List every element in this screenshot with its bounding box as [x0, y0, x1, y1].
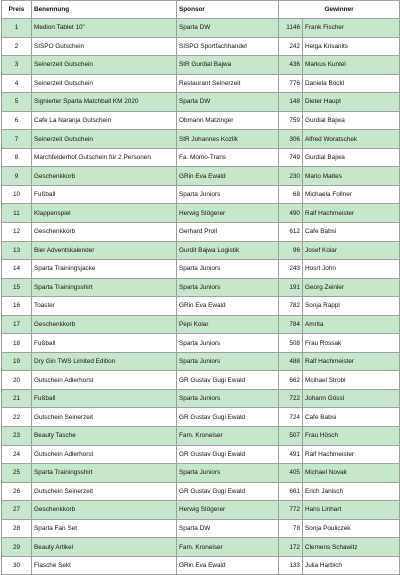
header-benennung: Benennung [32, 1, 177, 19]
table-row [2, 93, 400, 112]
cell-preis: 3 [2, 56, 32, 75]
cell-benennung: Fußball [32, 389, 177, 408]
cell-los-number: 230 [279, 167, 303, 186]
table-row [2, 56, 400, 75]
cell-gewinner: Alfred Woratschek [303, 130, 400, 149]
cell-gewinner: Cafe Babsi [303, 223, 400, 242]
table-row [2, 278, 400, 297]
table-row [2, 223, 400, 242]
cell-preis: 16 [2, 297, 32, 316]
table-row [2, 148, 400, 167]
cell-los-number: 1146 [279, 19, 303, 38]
cell-preis: 15 [2, 278, 32, 297]
cell-los-number: 507 [279, 427, 303, 446]
cell-sponsor: Fam. Kroneiser [177, 427, 279, 446]
cell-preis: 24 [2, 445, 32, 464]
cell-gewinner: Markus Kuntel [303, 56, 400, 75]
cell-benennung: Geschenkkorb [32, 501, 177, 520]
cell-los-number: 776 [279, 74, 303, 93]
cell-los-number: 490 [279, 204, 303, 223]
cell-gewinner: Erich Janisch [303, 482, 400, 501]
table-row [2, 501, 400, 520]
cell-sponsor: GRin Eva Ewald [177, 167, 279, 186]
cell-preis: 9 [2, 167, 32, 186]
table-row [2, 538, 400, 557]
cell-sponsor: GR Gustav Gugi Ewald [177, 445, 279, 464]
cell-benennung: Gutschein Adlerhorst [32, 445, 177, 464]
cell-sponsor: SISPO Sportfachhandel [177, 37, 279, 56]
cell-gewinner: Ralf Hachmeister [303, 352, 400, 371]
cell-gewinner: Dieter Haupt [303, 93, 400, 112]
cell-los-number: 148 [279, 93, 303, 112]
cell-sponsor: Gurdit Bajwa Logistik [177, 241, 279, 260]
cell-sponsor: Sparta Juniors [177, 334, 279, 353]
cell-sponsor: Sparta Juniors [177, 464, 279, 483]
table-row [2, 185, 400, 204]
cell-benennung: Beauty Tasche [32, 427, 177, 446]
cell-preis: 27 [2, 501, 32, 520]
cell-sponsor: Herwig Stögerer [177, 501, 279, 520]
cell-benennung: Marchfelderhof Gutschein für 2 Personen [32, 148, 177, 167]
cell-gewinner: Clemens Schawitz [303, 538, 400, 557]
cell-sponsor: Sparta Juniors [177, 352, 279, 371]
header-row [2, 1, 400, 19]
cell-sponsor: Sparta Juniors [177, 278, 279, 297]
cell-sponsor: Sparta DW [177, 93, 279, 112]
cell-benennung: Sparta Trainingsjacke [32, 260, 177, 279]
cell-sponsor: Sparta Juniors [177, 260, 279, 279]
cell-benennung: Cafe La Naranja Gutschein [32, 111, 177, 130]
cell-sponsor: Restaurant Seinerzeit [177, 74, 279, 93]
cell-preis: 13 [2, 241, 32, 260]
cell-los-number: 243 [279, 260, 303, 279]
cell-los-number: 133 [279, 556, 303, 575]
cell-sponsor: Fam. Kroneiser [177, 538, 279, 557]
cell-preis: 12 [2, 223, 32, 242]
cell-gewinner: Johann Gössl [303, 389, 400, 408]
cell-benennung: Gutschein Seinerzeit [32, 482, 177, 501]
cell-sponsor: StR Gurdial Bajwa [177, 56, 279, 75]
cell-gewinner: Michael Novak [303, 464, 400, 483]
cell-sponsor: Pepi Kolar [177, 315, 279, 334]
cell-los-number: 784 [279, 315, 303, 334]
table-row [2, 464, 400, 483]
cell-gewinner: Sonja Rappl [303, 297, 400, 316]
cell-sponsor: GRin Eva Ewald [177, 556, 279, 575]
table-row [2, 37, 400, 56]
cell-benennung: Fußball [32, 334, 177, 353]
cell-gewinner: Hosrt John [303, 260, 400, 279]
cell-los-number: 488 [279, 352, 303, 371]
cell-los-number: 491 [279, 445, 303, 464]
cell-los-number: 306 [279, 130, 303, 149]
cell-benennung: Sparta Fan Set [32, 519, 177, 538]
cell-los-number: 612 [279, 223, 303, 242]
cell-gewinner: Gurdial Bajwa [303, 111, 400, 130]
table-row [2, 408, 400, 427]
cell-sponsor: Obmann Matzinger [177, 111, 279, 130]
cell-preis: 20 [2, 371, 32, 390]
cell-sponsor: GR Gustav Gugi Ewald [177, 408, 279, 427]
table-row [2, 241, 400, 260]
cell-benennung: Sparta Trainingsshirt [32, 278, 177, 297]
cell-los-number: 782 [279, 297, 303, 316]
cell-benennung: Gutschein Seinerzeit [32, 408, 177, 427]
cell-preis: 7 [2, 130, 32, 149]
cell-benennung: Geschenkkorb [32, 315, 177, 334]
table-row [2, 204, 400, 223]
table-body [2, 19, 400, 575]
cell-benennung: Seinerzeit Gutschein [32, 130, 177, 149]
cell-gewinner: Frau Rossak [303, 334, 400, 353]
cell-preis: 6 [2, 111, 32, 130]
cell-gewinner: Mcihael Strobl [303, 371, 400, 390]
cell-gewinner: Ralf Hachmeister [303, 204, 400, 223]
table-row [2, 260, 400, 279]
cell-preis: 25 [2, 464, 32, 483]
cell-gewinner: Michaela Follner [303, 185, 400, 204]
cell-benennung: Seinerzeit Gutschein [32, 74, 177, 93]
cell-benennung: Gutschein Adlerhorst [32, 371, 177, 390]
cell-preis: 30 [2, 556, 32, 575]
table-row [2, 315, 400, 334]
cell-los-number: 436 [279, 56, 303, 75]
cell-los-number: 78 [279, 519, 303, 538]
cell-los-number: 508 [279, 334, 303, 353]
cell-gewinner: Mario Mattes [303, 167, 400, 186]
table-row [2, 111, 400, 130]
table-row [2, 74, 400, 93]
cell-gewinner: Frank Fischer [303, 19, 400, 38]
table-row [2, 445, 400, 464]
cell-benennung: Signierter Sparta Matchball KM 2020 [32, 93, 177, 112]
cell-los-number: 759 [279, 111, 303, 130]
cell-preis: 1 [2, 19, 32, 38]
cell-los-number: 172 [279, 538, 303, 557]
cell-gewinner: Frau Hösch [303, 427, 400, 446]
cell-benennung: Sparta Trainingsshirt [32, 464, 177, 483]
table-row [2, 482, 400, 501]
cell-preis: 21 [2, 389, 32, 408]
cell-los-number: 749 [279, 148, 303, 167]
cell-los-number: 724 [279, 408, 303, 427]
cell-benennung: Seinerzeit Gutschein [32, 56, 177, 75]
cell-sponsor: Sparta Juniors [177, 185, 279, 204]
cell-sponsor: Sparta DW [177, 19, 279, 38]
cell-preis: 11 [2, 204, 32, 223]
cell-preis: 28 [2, 519, 32, 538]
cell-preis: 29 [2, 538, 32, 557]
cell-sponsor: Herwig Stögerer [177, 204, 279, 223]
cell-gewinner: Sonja Pouliczek [303, 519, 400, 538]
table-row [2, 556, 400, 575]
cell-sponsor: GRin Eva Ewald [177, 297, 279, 316]
cell-preis: 22 [2, 408, 32, 427]
table-row [2, 427, 400, 446]
cell-preis: 14 [2, 260, 32, 279]
cell-gewinner: Helga Krisanits [303, 37, 400, 56]
header-gewinner: Gewinner [279, 1, 400, 19]
cell-gewinner: Josef Kolar [303, 241, 400, 260]
header-sponsor: Sponsor [177, 1, 279, 19]
prize-table [1, 0, 400, 575]
cell-gewinner: Cafe Babsi [303, 408, 400, 427]
cell-benennung: Beauty Artikel [32, 538, 177, 557]
cell-los-number: 662 [279, 371, 303, 390]
cell-los-number: 96 [279, 241, 303, 260]
cell-gewinner: Ralf Hachmeister [303, 445, 400, 464]
cell-gewinner: Hans Linhart [303, 501, 400, 520]
table-row [2, 297, 400, 316]
cell-benennung: Toaster [32, 297, 177, 316]
cell-los-number: 191 [279, 278, 303, 297]
cell-sponsor: StR Johannes Kozlik [177, 130, 279, 149]
table-row [2, 130, 400, 149]
cell-benennung: Klappenspiel [32, 204, 177, 223]
table-row [2, 371, 400, 390]
cell-los-number: 772 [279, 501, 303, 520]
cell-benennung: Fußball [32, 185, 177, 204]
cell-benennung: SISPO Gutschein [32, 37, 177, 56]
cell-benennung: Bier Adventskalender [32, 241, 177, 260]
cell-benennung: Flasche Sekt [32, 556, 177, 575]
cell-sponsor: GR Gustav Gugi Ewald [177, 371, 279, 390]
cell-los-number: 661 [279, 482, 303, 501]
cell-preis: 19 [2, 352, 32, 371]
cell-preis: 26 [2, 482, 32, 501]
table-row [2, 519, 400, 538]
cell-preis: 18 [2, 334, 32, 353]
cell-benennung: Geschenkkorb [32, 223, 177, 242]
cell-preis: 8 [2, 148, 32, 167]
cell-preis: 23 [2, 427, 32, 446]
cell-sponsor: Fa. Momo-Trans [177, 148, 279, 167]
cell-sponsor: Gerhard Proll [177, 223, 279, 242]
cell-sponsor: Sparta Juniors [177, 389, 279, 408]
cell-los-number: 722 [279, 389, 303, 408]
table-row [2, 389, 400, 408]
cell-gewinner: Daniela Böckl [303, 74, 400, 93]
cell-preis: 10 [2, 185, 32, 204]
table-row [2, 334, 400, 353]
cell-sponsor: GR Gustav Gugi Ewald [177, 482, 279, 501]
cell-los-number: 405 [279, 464, 303, 483]
cell-preis: 17 [2, 315, 32, 334]
cell-benennung: Dry Gin TWS Limited Edition [32, 352, 177, 371]
cell-gewinner: Julia Harbich [303, 556, 400, 575]
header-preis: Preis [2, 1, 32, 19]
cell-gewinner: Georg Zeinler [303, 278, 400, 297]
cell-los-number: 242 [279, 37, 303, 56]
cell-benennung: Medion Tablet 10" [32, 19, 177, 38]
cell-preis: 2 [2, 37, 32, 56]
cell-benennung: Geschenkkorb [32, 167, 177, 186]
table-row [2, 19, 400, 38]
cell-gewinner: Gurdial Bajwa [303, 148, 400, 167]
cell-preis: 5 [2, 93, 32, 112]
cell-sponsor: Sparta DW [177, 519, 279, 538]
cell-preis: 4 [2, 74, 32, 93]
cell-los-number: 68 [279, 185, 303, 204]
table-row [2, 352, 400, 371]
table-row [2, 167, 400, 186]
cell-gewinner: Amrita [303, 315, 400, 334]
